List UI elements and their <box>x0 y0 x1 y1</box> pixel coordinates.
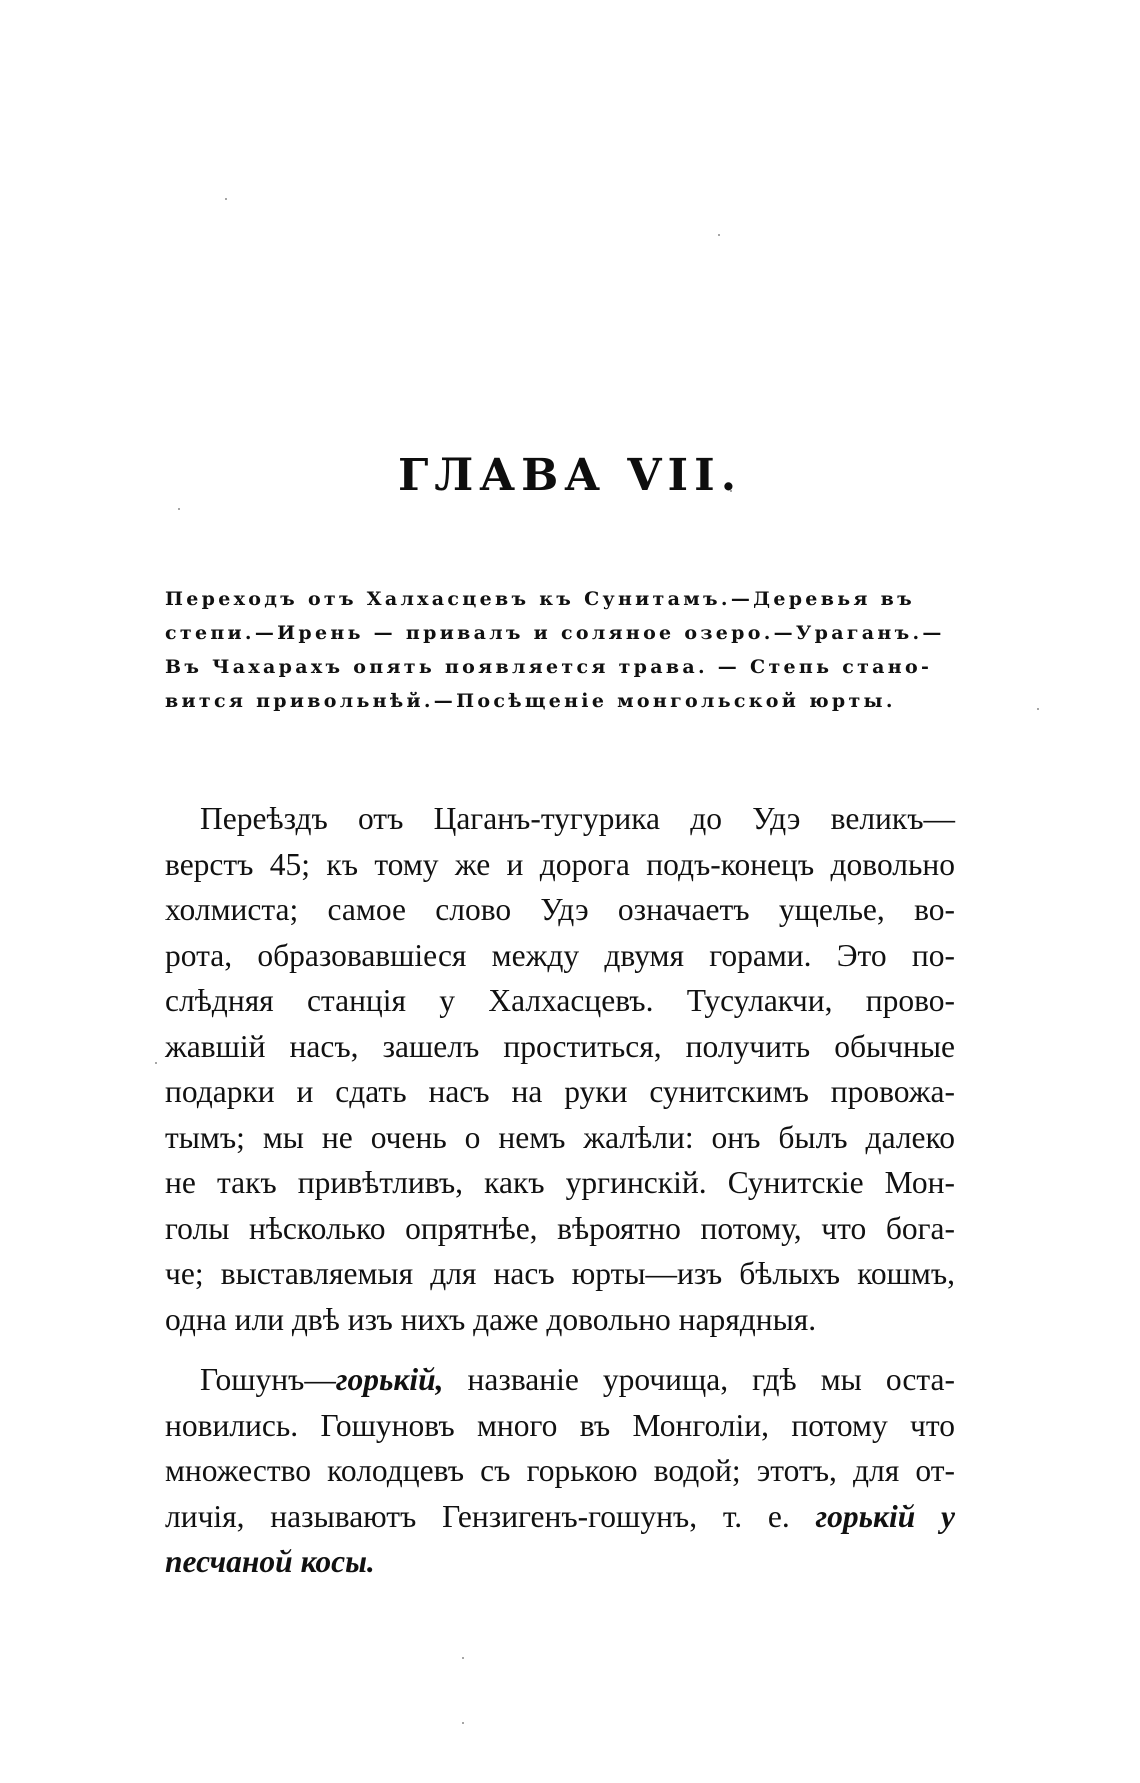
print-speck <box>155 1062 157 1064</box>
summary-line: вится привольнѣй.—Посѣщеніе монгольской юрты. <box>165 690 896 712</box>
text-line: холмиста; самое слово Удэ означаетъ ущелье, во- <box>165 892 955 927</box>
italic-line: песчаной косы. <box>165 1544 375 1579</box>
chapter-title: ГЛАВА VII. <box>397 450 743 501</box>
text-line: подарки и сдать насъ на руки сунитскимъ провожа- <box>165 1074 955 1109</box>
print-speck <box>718 234 720 236</box>
text-run: Гошунъ— <box>200 1362 336 1397</box>
text-line: одна или двѣ изъ нихъ даже довольно нарядныя. <box>165 1301 817 1337</box>
text-line: че; выставляемыя для насъ юрты—изъ бѣлыхъ кошмъ, <box>165 1256 955 1291</box>
print-speck <box>462 1657 464 1659</box>
paragraph-1 <box>165 796 955 1342</box>
text-line: тымъ; мы не очень о немъ жалѣли: онъ былъ далеко <box>165 1119 955 1155</box>
text-line <box>165 1357 955 1403</box>
chapter-summary <box>165 582 955 718</box>
summary-line: степи.—Ирень — привалъ и соляное озеро.—Ураганъ.— <box>165 622 945 644</box>
text-line: множество колодцевъ съ горькою водой; этотъ, для от- <box>165 1453 955 1488</box>
text-line: Переѣздъ отъ Цаганъ-тугурика до Удэ великъ— <box>200 801 955 836</box>
paragraph-2 <box>165 1357 955 1585</box>
text-line: рота, образовавшіеся между двумя горами. Это по- <box>165 937 955 973</box>
text-line: жавшій насъ, зашелъ проститься, получить обычные <box>165 1028 955 1064</box>
text-line: новились. Гошуновъ много въ Монголіи, потому что <box>165 1407 955 1443</box>
text-run: названіе урочища, гдѣ мы оста- <box>443 1362 955 1397</box>
text-line: слѣдняя станція у Халхасцевъ. Тусулакчи, прово- <box>165 983 955 1018</box>
print-speck <box>178 508 180 510</box>
print-speck <box>225 198 227 200</box>
text-line <box>165 1494 955 1540</box>
text-line: верстъ 45; къ тому же и дорога подъ-конецъ довольно <box>165 846 955 882</box>
italic-term: горькій у <box>815 1498 955 1534</box>
summary-line: Въ Чахарахъ опять появляется трава. — Степь стано- <box>165 656 933 678</box>
text-line: не такъ привѣтливъ, какъ ургинскій. Сунитскіе Мон- <box>165 1165 955 1200</box>
body-text <box>165 796 955 1585</box>
text-run: личія, называютъ Гензигенъ-гошунъ, т. е. <box>165 1498 816 1534</box>
italic-term: горькій, <box>335 1362 444 1397</box>
print-speck <box>1037 708 1039 710</box>
text-line: голы нѣсколько опрятнѣе, вѣроятно потому, что бога- <box>165 1210 955 1246</box>
print-speck <box>462 1722 464 1724</box>
summary-line: Переходъ отъ Халхасцевъ къ Сунитамъ.—Деревья въ <box>165 588 916 610</box>
